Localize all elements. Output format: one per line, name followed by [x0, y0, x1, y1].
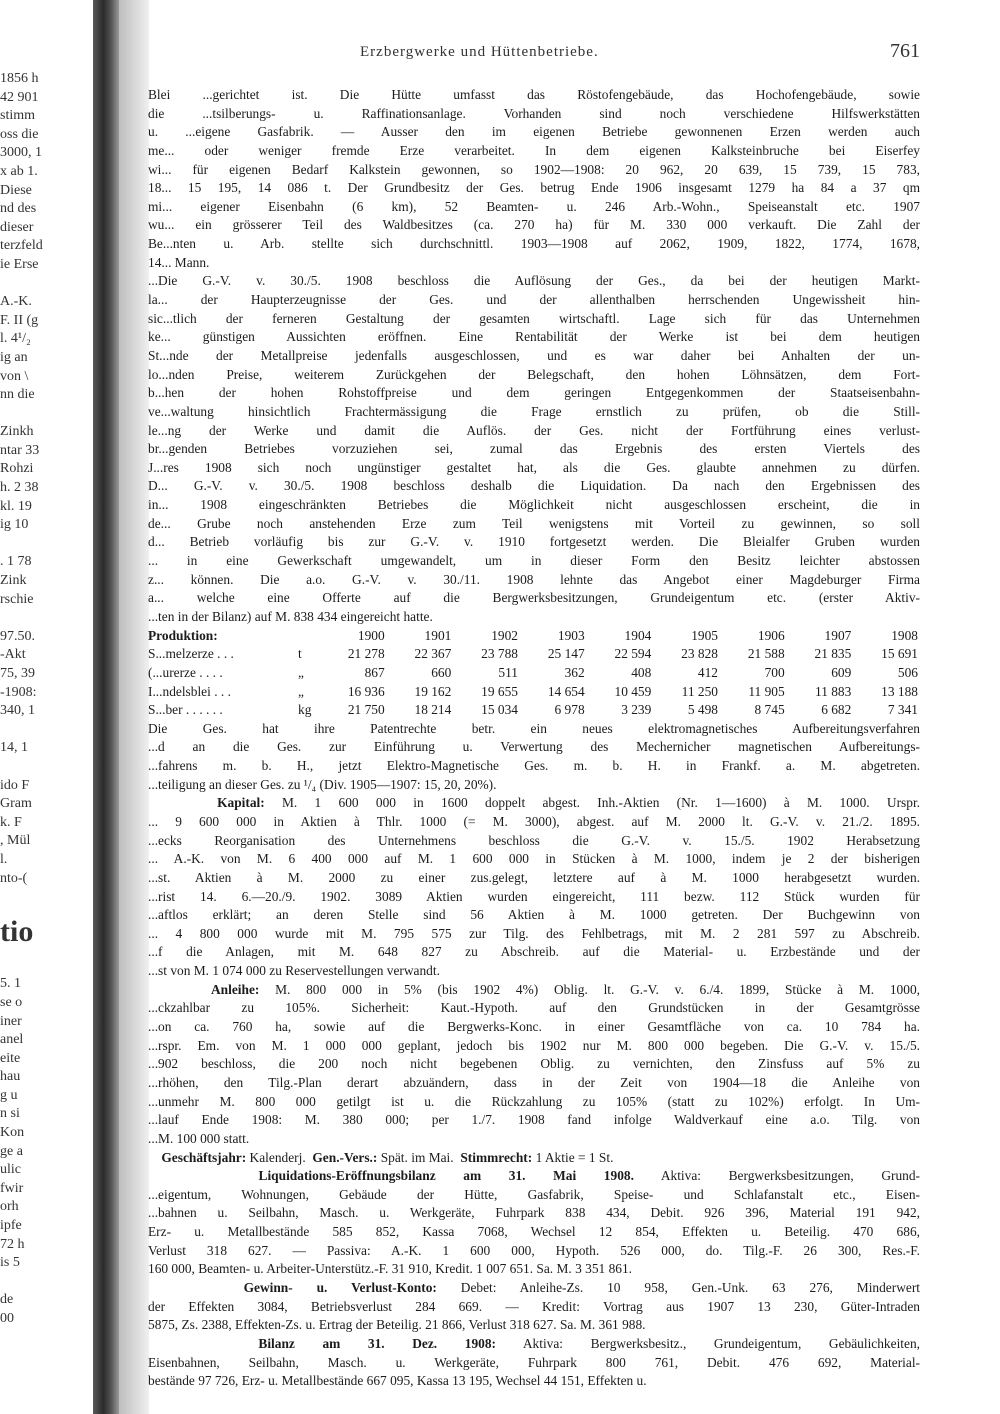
body-line: wi... für eigenen Bedarf Kalkstein gewonnen, so 1902—1908: 20 962, 20 639, 15 739, 15 783,: [148, 161, 920, 177]
anleihe-label: Anleihe:: [211, 981, 260, 997]
margin-fragment: k. F: [0, 814, 22, 830]
body-line: in... 1908 eingeschränkten Betriebes die Möglichkeit nicht ausgeschlossen erscheint, die in: [148, 497, 920, 513]
production-unit: „: [298, 683, 304, 699]
gewinn-label: Gewinn- u. Verlust-Konto:: [243, 1280, 437, 1295]
geschaeftsjahr-text: Kalenderj.: [249, 1149, 306, 1165]
margin-fragment: nto-(: [0, 870, 28, 886]
body-line: ...Die G.-V. v. 30./5. 1908 beschloss die Auflösung der Ges., da bei der heutigen Markt-: [148, 273, 920, 289]
gewinn-text: Debet: Anleihe-Zs. 10 958, Gen.-Unk. 63 276, Minderwert: [436, 1280, 920, 1295]
margin-fragment: Gram: [0, 796, 32, 812]
body-line: der Effekten 3084, Betriebsverlust 284 669. — Kredit: Vortrag aus 1907 13 230, Güter-Intraden: [148, 1298, 920, 1314]
body-line: Blei ...gerichtet ist. Die Hütte umfasst das Röstofengebäude, das Hochofengebäude, sowie: [148, 87, 920, 102]
production-value: 660: [431, 664, 452, 680]
production-value: 8 745: [754, 702, 785, 718]
stimmrecht-text: 1 Aktie = 1 St.: [535, 1149, 614, 1165]
margin-fragment: [0, 957, 90, 976]
production-value: 19 162: [414, 683, 452, 699]
margin-fragment: tio: [0, 914, 34, 948]
margin-fragment: [0, 609, 90, 628]
body-line: bestände 97 726, Erz- u. Metallbestände 667 095, Kassa 13 195, Wechsel 44 151, Effekten u.: [148, 1373, 647, 1389]
margin-fragment: n si: [0, 1106, 20, 1122]
kapital-text: M. 1 600 000 in 1600 doppelt abgest. Inh.-Aktien (Nr. 1—1600) à M. 1000. Urspr.: [264, 795, 920, 811]
margin-fragment: -1908:: [0, 684, 37, 700]
margin-fragment: , Mül: [0, 833, 31, 849]
body-line: ...fahrens m. b. H., jetzt Elektro-Magnetische Ges. m. b. H. in Frankf. a. M. abgetreten.: [148, 758, 920, 774]
anleihe-text: M. 800 000 in 5% (bis 1902 4%) Oblig. lt. G.-V. v. 6./4. 1899, Stücke à M. 1000,: [259, 981, 920, 997]
production-value: 11 250: [681, 683, 718, 699]
production-value: 22 367: [414, 646, 452, 662]
margin-fragment: [0, 721, 90, 740]
production-table: [148, 627, 920, 720]
margin-fragment: eite: [0, 1050, 21, 1066]
production-value: 609: [831, 664, 852, 680]
production-header-row: [148, 627, 920, 646]
body-line: ...ecks Reorganisation des Unternehmens beschloss die G.-V. v. 15./5. 1902 Herabsetzung: [148, 832, 920, 848]
production-row: [148, 701, 920, 720]
margin-fragment: 72 h: [0, 1236, 25, 1252]
body-line: br...genden Betriebes vorzuziehen sei, zumal das Ergebnis des ersten Viertels des: [148, 441, 920, 457]
body-line: ...ckzahlbar zu 105%. Sicherheit: Kaut.-Hypoth. auf den Grundstücken in der Gesamtgrösse: [148, 1000, 920, 1016]
margin-fragment: [0, 275, 90, 294]
margin-fragment: . 1 78: [0, 554, 32, 570]
production-heading: Produktion:: [148, 627, 218, 643]
geschaeftsjahr-line: [148, 1149, 920, 1168]
body-line: u. ...eigene Gasfabrik. — Ausser den im eigenen Betriebe gewonnenen Erzen werden auch: [148, 124, 920, 140]
body-line: ...st. Aktien à M. 2000 zu einer zus.gelegt, letztere auf à M. 1000 herabgesetzt wurden.: [148, 869, 920, 885]
margin-fragment: l. 4¹/₂: [0, 331, 31, 347]
production-value: 18 214: [414, 702, 452, 718]
production-value: 23 788: [481, 646, 518, 662]
production-value: 15 034: [481, 702, 518, 718]
body-line: ...teiligung an dieser Ges. zu ¹/₄ (Div. 1905—1907: 15, 20, 20%).: [148, 776, 497, 792]
margin-fragment: stimm: [0, 108, 36, 124]
margin-fragment: iner: [0, 1013, 22, 1029]
production-year: 1908: [891, 627, 918, 643]
production-value: 25 147: [547, 646, 585, 662]
margin-fragment: 1856 h: [0, 71, 39, 86]
liquidation-text: Aktiva: Bergwerksbesitzungen, Grund-: [633, 1168, 920, 1184]
body-line: St...nde der Metallpreise jedenfalls ausgeschlossen, und es war daher bei Anhalten der un-: [148, 347, 920, 363]
gen-vers-label: Gen.-Vers.:: [312, 1149, 378, 1165]
body-line: d... Betrieb vorläufig bis zur G.-V. v. 1910 fortgesetzt werden. Die Bleialfer Gruben wurden: [148, 534, 920, 550]
body-line: ...rspr. Em. von M. 1 000 000 geplant, jedoch bis 1902 nur M. 800 000 begeben. Die G.-V. v. 15./5.: [148, 1037, 920, 1053]
binding-shadow: [119, 0, 149, 1414]
margin-fragment: ig an: [0, 349, 28, 365]
body-line: ... 4 800 000 wurde mit M. 795 575 zur Tilg. des Fehlbetrags, mit M. 2 281 597 zu Abschreib.: [148, 925, 920, 941]
body-line: J...res 1908 sich noch ungünstiger gestaltet hat, als die Ges. glaubte annehmen zu dürfen.: [148, 459, 920, 475]
margin-fragment: [0, 888, 90, 907]
gen-vers-text: Spät. im Mai.: [380, 1149, 454, 1165]
page-header: [150, 40, 920, 70]
production-year: 1904: [624, 627, 652, 643]
production-value: 412: [697, 664, 718, 680]
margin-fragment: 340, 1: [0, 703, 35, 719]
body-line: de... Grube noch anstehenden Erze zum Teil wenigstens mit Vorteil zu gewinnen, so soll: [148, 515, 920, 531]
production-value: 7 341: [887, 702, 918, 718]
margin-fragment: kl. 19: [0, 498, 32, 514]
bilanz-section: [148, 1335, 920, 1391]
body-line: me... oder weniger fremde Erze verarbeitet. In dem eigenen Kalksteinbruche bei Eiserfey: [148, 142, 920, 158]
margin-fragment: se o: [0, 994, 23, 1010]
production-value: 867: [364, 664, 385, 680]
production-year: 1907: [824, 627, 852, 643]
production-label: (...urerze . . . .: [148, 664, 223, 680]
body-line: ...f die Anlagen, mit M. 648 827 zu Abschreib. auf die Material- u. Erzbestände und der: [148, 944, 920, 960]
production-value: 19 655: [481, 683, 518, 699]
margin-fragment: 3000, 1: [0, 145, 42, 161]
gewinn-verlust-section: [148, 1279, 920, 1335]
body-line: Die Ges. hat ihre Patentrechte betr. ein neues elektromagnetisches Aufbereitungsverfahren: [148, 720, 920, 736]
margin-fragment: Rohzi: [0, 461, 34, 477]
production-value: 21 835: [814, 646, 852, 662]
margin-fragment: x ab 1.: [0, 163, 38, 179]
margin-fragment: dieser: [0, 219, 34, 235]
margin-fragment: rschie: [0, 591, 34, 607]
body-line: ...rhöhen, den Tilg.-Plan derart abzuändern, dass in der Zeit von 1904—18 die Anleihe von: [148, 1074, 920, 1090]
margin-fragment: nd des: [0, 201, 37, 217]
margin-fragment: l.: [0, 851, 8, 867]
body-line: die ...tsilberungs- u. Raffinationsanlage. Vorhanden sind noch verschiedene Hilfswerkstätten: [148, 105, 920, 121]
production-row: [148, 664, 920, 683]
margin-fragment: A.-K.: [0, 294, 32, 310]
running-title: Erzbergwerke und Hüttenbetriebe.: [360, 44, 599, 60]
main-text-column: [148, 86, 920, 1391]
margin-fragment: ie Erse: [0, 256, 39, 272]
production-label: S...ber . . . . . .: [148, 702, 223, 718]
production-unit: „: [298, 664, 304, 680]
body-line: z... können. Die a.o. G.-V. v. 30./11. 1908 lehnte das Angebot einer Magdeburger Firma: [148, 571, 920, 587]
body-line: D... G.-V. v. 30./5. 1908 beschloss deshalb die Liquidation. Da nach den Ergebnissen des: [148, 478, 920, 494]
kapital-section: [148, 794, 920, 980]
patent-paragraph: [148, 720, 920, 795]
production-label: I...ndelsblei . . .: [148, 683, 231, 699]
production-value: 13 188: [881, 683, 918, 699]
production-value: 700: [764, 664, 785, 680]
body-line: a... welche eine Offerte auf die Bergwerksbesitzungen, Grundeigentum etc. (erster Aktiv-: [148, 590, 920, 606]
margin-fragment: Kon: [0, 1125, 25, 1141]
margin-fragment: ntar 33: [0, 442, 40, 458]
margin-fragment: [0, 1273, 90, 1292]
bilanz-label: Bilanz am 31. Dez. 1908:: [258, 1335, 496, 1351]
production-year: 1901: [424, 627, 452, 643]
body-line: Eisenbahnen, Seilbahn, Masch. u. Werkgeräte, Fuhrpark 800 761, Debit. 476 692, Material-: [148, 1354, 920, 1370]
production-value: 21 588: [747, 646, 785, 662]
margin-fragment: 00: [0, 1311, 14, 1326]
previous-page-edge: [0, 70, 90, 1370]
body-line: ...aftlos erklärt; an deren Stelle sind 56 Aktien à M. 1000 getreten. Der Buchgewinn von: [148, 907, 920, 923]
margin-fragment: 97.50.: [0, 628, 35, 644]
margin-fragment: is 5: [0, 1255, 20, 1271]
production-value: 15 691: [881, 646, 918, 662]
body-line: [148, 794, 920, 813]
page-number: 761: [890, 40, 920, 62]
margin-fragment: [0, 535, 90, 554]
margin-fragment: g u: [0, 1087, 18, 1103]
margin-fragment: 14, 1: [0, 740, 28, 756]
production-value: 22 594: [614, 646, 652, 662]
production-value: 14 654: [547, 683, 585, 699]
margin-fragment: -Akt: [0, 647, 26, 663]
margin-fragment: 42 901: [0, 89, 39, 105]
body-line: [148, 1167, 920, 1186]
body-line: wu... ein grösserer Teil des Waldbesitzes (ca. 270 ha) für M. 330 000 verkauft. Die Zahl der: [148, 217, 920, 233]
body-line: b...hen der hohen Rohstoffpreise und dem geringen Entgegenkommen der Staatseisenbahn-: [148, 385, 920, 401]
production-row: [148, 683, 920, 702]
body-line: la... der Haupterzeugnisse der Ges. und der allenthalben herrschenden Ungewissheit hin-: [148, 292, 920, 308]
production-year: 1906: [757, 627, 785, 643]
production-year: 1902: [491, 627, 518, 643]
anleihe-section: [148, 981, 920, 1149]
production-value: 11 883: [815, 683, 852, 699]
body-line: lo...nden Preise, weiterem Zurückgehen der Belegschaft, den hohen Löhnsätzen, dem Fort-: [148, 366, 920, 382]
body-line: ...902 beschloss, die 200 noch nicht begebenen Oblig. zu vernichten, den Zinsfuss auf 5% zu: [148, 1056, 920, 1072]
margin-fragment: 75, 39: [0, 666, 35, 681]
body-line: ...on ca. 760 ha, sowie auf die Bergwerks-Konc. in einer Gesamtfläche von ca. 10 784 ha.: [148, 1019, 920, 1035]
production-year: 1903: [557, 627, 585, 643]
production-value: 506: [897, 664, 918, 680]
body-line: ...bahnen u. Seilbahn, Masch. u. Werkgeräte, Fuhrpark 838 434, Debit. 926 396, Material 191 942,: [148, 1205, 920, 1221]
body-line: ...unmehr M. 800 000 getilgt ist u. die Rückzahlung zu 105% (statt zu 102%) erfolgt. In Um-: [148, 1093, 920, 1109]
margin-fragment: Diese: [0, 182, 32, 198]
body-line: 14... Mann.: [148, 254, 210, 270]
margin-fragment: ge a: [0, 1143, 23, 1159]
production-value: 23 828: [681, 646, 718, 662]
kapital-label: Kapital:: [217, 795, 265, 811]
stimmrecht-label: Stimmrecht:: [460, 1149, 533, 1165]
margin-fragment: ipfe: [0, 1218, 22, 1234]
production-value: 362: [564, 664, 585, 680]
margin-fragment: 5. 1: [0, 976, 21, 992]
body-line: ...M. 100 000 statt.: [148, 1130, 250, 1146]
production-value: 511: [498, 664, 518, 680]
margin-fragment: oss die: [0, 126, 39, 142]
margin-fragment: F. II (g: [0, 312, 39, 328]
body-line: 5875, Zs. 2388, Effekten-Zs. u. Ertrag der Beteilig. 21 866, Verlust 318 627. Sa. M. 361 988.: [148, 1317, 646, 1333]
margin-fragment: terzfeld: [0, 238, 43, 254]
production-value: 21 278: [347, 646, 385, 662]
body-line: le...ng der Werke und damit die Auflös. der Ges. nicht der Fortführung eines verlust-: [148, 422, 920, 438]
production-unit: t: [298, 646, 302, 662]
margin-fragment: Zinkh: [0, 424, 34, 440]
production-year: 1905: [691, 627, 718, 643]
body-line: ...d an die Ges. zur Einführung u. Verwertung des Mechernicher magnetischen Aufbereitungs-: [148, 739, 920, 755]
margin-fragment: fwir: [0, 1180, 24, 1196]
liquidation-label: Liquidations-Eröffnungsbilanz am 31. Mai 1908.: [258, 1168, 634, 1184]
body-line: ...rist 14. 6.—20./9. 1902. 3089 Aktien wurden eingereicht, 111 bezw. 112 Stück wurden für: [148, 888, 920, 904]
body-line: ... A.-K. von M. 6 400 000 auf M. 1 600 000 in Stücken à M. 1000, indem je 2 der bisherigen: [148, 851, 920, 867]
body-line: ve...waltung hinsichtlich Frachtermässigung die Frage ernstlich zu prüfen, ob die Still-: [148, 403, 920, 419]
margin-fragment: ig 10: [0, 517, 29, 533]
body-line: sic...tlich der ferneren Gestaltung der gesamten wirtschaftl. Lage sich für das Unternehmen: [148, 310, 920, 326]
body-line: Verlust 318 627. — Passiva: A.-K. 1 600 000, Hypoth. 526 000, do. Tilg.-F. 26 300, Res.-F.: [148, 1242, 920, 1258]
margin-fragment: de: [0, 1292, 14, 1308]
margin-fragment: ulic: [0, 1162, 21, 1178]
body-line: 160 000, Beamten- u. Arbeiter-Unterstütz.-F. 31 910, Kredit. 1 007 651. Sa. M. 3 351 861.: [148, 1261, 633, 1277]
geschaeftsjahr-label: Geschäftsjahr:: [161, 1149, 247, 1165]
body-line: [148, 981, 920, 1000]
bilanz-text: Aktiva: Bergwerksbesitz., Grundeigentum, Gebäulichkeiten,: [496, 1335, 920, 1351]
margin-fragment: Zink: [0, 573, 27, 589]
production-value: 16 936: [347, 683, 385, 699]
production-value: 11 905: [748, 683, 785, 699]
company-description: [148, 86, 920, 627]
binding-gutter: [93, 0, 119, 1414]
production-value: 408: [631, 664, 652, 680]
margin-fragment: anel: [0, 1032, 24, 1048]
body-line: [148, 1279, 920, 1298]
body-line: [148, 1335, 920, 1354]
body-line: ...eigentum, Wohnungen, Gebäude der Hütte, Gasfabrik, Speise- und Schlafanstalt etc., Eisen-: [148, 1186, 920, 1202]
margin-fragment: hau: [0, 1069, 21, 1085]
margin-fragment: h. 2 38: [0, 480, 39, 496]
body-line: Be...nten u. Arb. stellte sich durchschnittl. 1903—1908 auf 2062, 1909, 1822, 1774, 1678,: [148, 236, 920, 252]
body-line: ... 9 600 000 in Aktien à Thlr. 1000 (= M. 3000), abgest. auf M. 2000 lt. G.-V. v. 21./2. 1895.: [148, 813, 920, 829]
margin-fragment: von \: [0, 368, 29, 384]
production-value: 5 498: [687, 702, 718, 718]
production-value: 21 750: [347, 702, 385, 718]
body-line: mi... eigener Eisenbahn (6 km), 52 Beamten- u. 246 Arb.-Wohn., Speiseanstalt etc. 1907: [148, 198, 920, 214]
production-value: 6 682: [821, 702, 852, 718]
body-line: ...st von M. 1 074 000 zu Reservestellungen verwandt.: [148, 963, 440, 979]
margin-fragment: orh: [0, 1199, 19, 1215]
production-unit: kg: [298, 702, 312, 718]
margin-fragment: [0, 405, 90, 424]
production-value: 3 239: [621, 702, 652, 718]
body-line: ke... günstigen Aussichten eröffnen. Eine Rentabilität der Werke ist bei dem heutigen: [148, 329, 920, 345]
production-year: 1900: [357, 627, 385, 643]
body-line: ...lauf Ende 1908: M. 380 000; per 1./7. 1908 fand infolge Waldverkauf eine a.o. Tilg. von: [148, 1112, 920, 1128]
production-value: 6 978: [554, 702, 585, 718]
body-line: Erz- u. Metallbestände 585 852, Kassa 7068, Wechsel 12 854, Effekten u. Beteilig. 470 686,: [148, 1224, 920, 1240]
production-row: [148, 645, 920, 664]
liquidation-bilanz-section: [148, 1167, 920, 1279]
margin-fragment: [0, 758, 90, 777]
margin-fragment: nn die: [0, 387, 35, 403]
margin-fragment: ido F: [0, 777, 30, 793]
production-value: 10 459: [614, 683, 652, 699]
body-line: 18... 15 195, 14 086 t. Der Grundbesitz der Ges. betrug Ende 1906 insgesamt 1279 ha 84 a 37 qm: [148, 180, 920, 196]
production-label: S...melzerze . . .: [148, 646, 234, 662]
body-line: ... in eine Gewerkschaft umgewandelt, um in dieser Form den Besitz leichter abstossen: [148, 553, 920, 569]
body-line: ...ten in der Bilanz) auf M. 838 434 eingereicht hatte.: [148, 608, 433, 624]
